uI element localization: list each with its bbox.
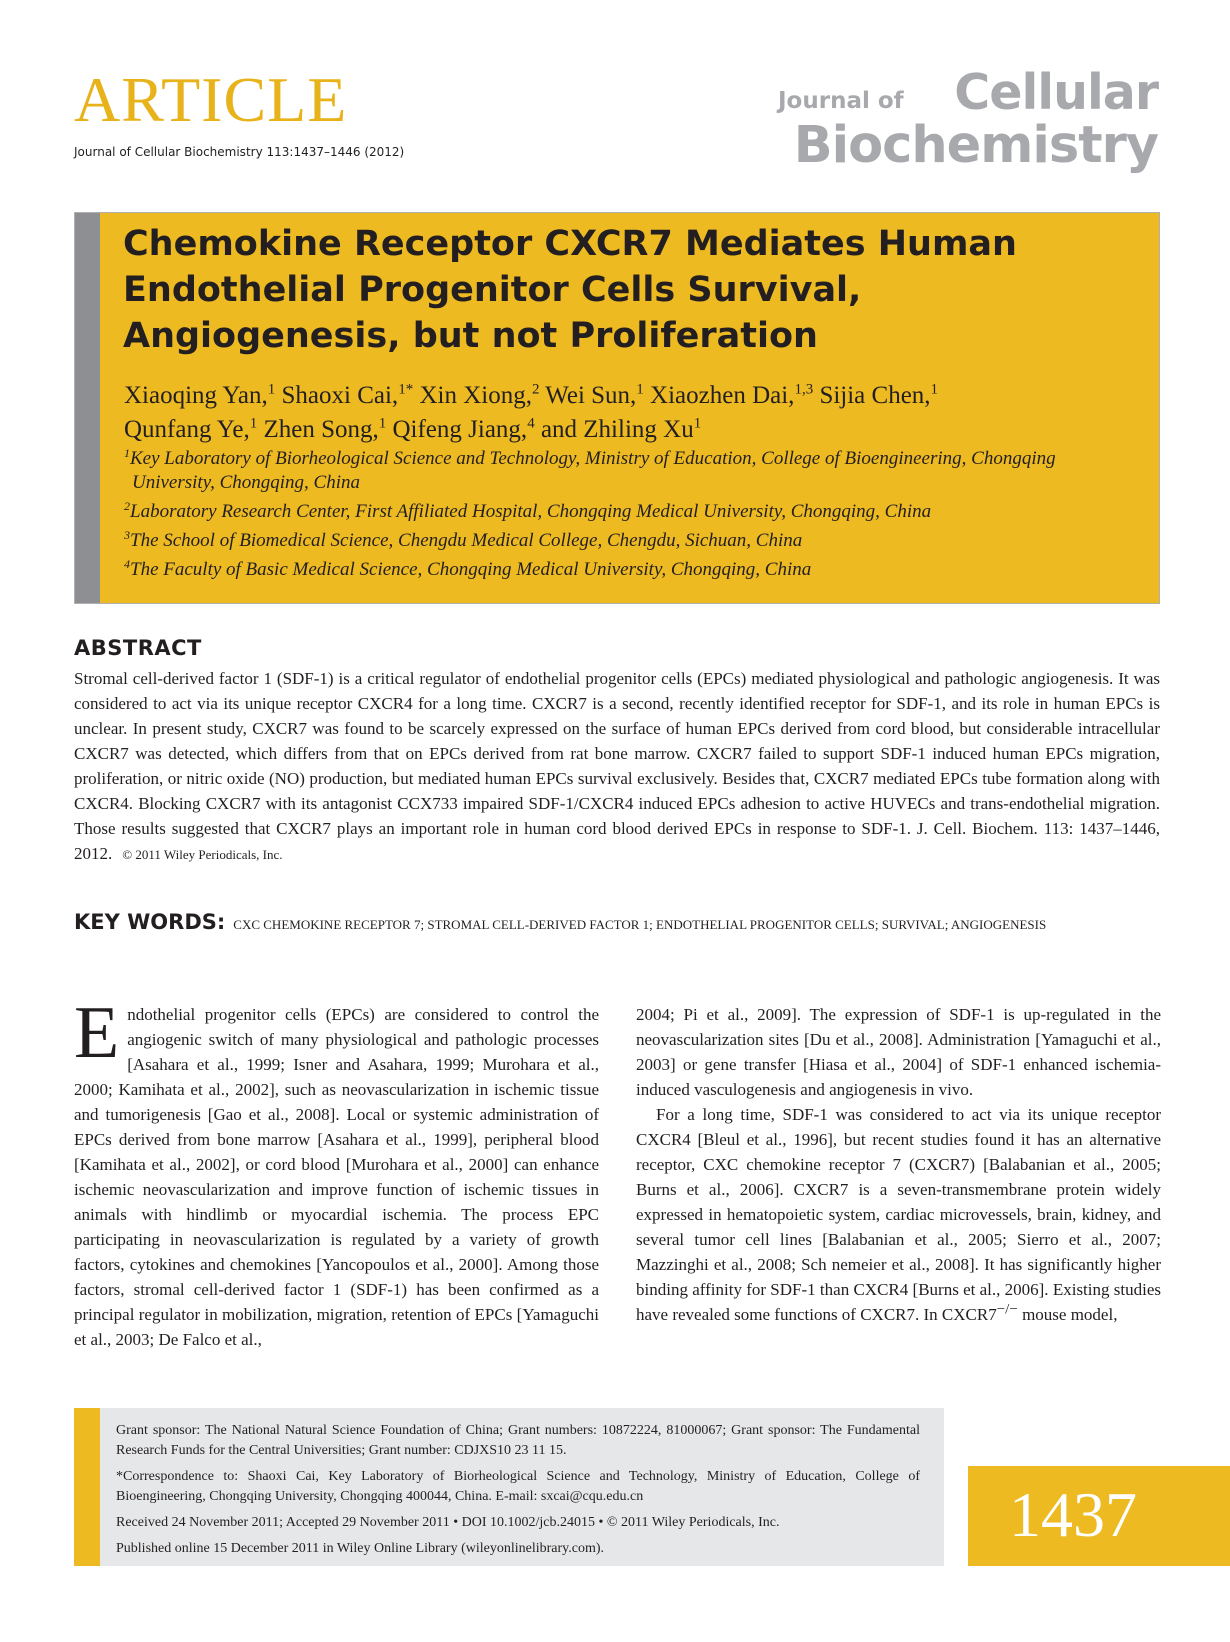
- author-name: Wei Sun,: [545, 382, 637, 409]
- keywords-label: KEY WORDS:: [74, 910, 226, 934]
- author: [263, 416, 386, 443]
- keywords-text: CXC CHEMOKINE RECEPTOR 7; STROMAL CELL-DERIVED FACTOR 1; ENDOTHELIAL PROGENITOR CELLS; SURVIVAL; ANGIOGENESIS: [233, 917, 1047, 932]
- affiliation: [124, 500, 1134, 524]
- author-affiliation-marker: 1: [636, 381, 644, 398]
- affiliation: [124, 529, 1134, 553]
- author-name: and Zhiling Xu: [540, 416, 694, 443]
- affiliation-marker: 4: [124, 556, 130, 571]
- affiliation-text: The Faculty of Basic Medical Science, Chongqing Medical University, Chongqing, China: [130, 559, 812, 580]
- body-paragraph-text: For a long time, SDF-1 was considered to act via its unique receptor CXCR4 [Bleul et al., 1996], but recent studies found it has an alternative receptor, CXC chemokine receptor 7 (CXCR7) [Balabanian et al., 2005; Burns et al., 2006]. CXCR7 is a seven-transmembrane protein widely expressed in hematopoietic system, cardiac microvessels, brain, kidney, and several tumor cell lines [Balabanian et al., 2005; Sierro et al., 2007; Mazzinghi et al., 2008; Sch nemeier et al., 2008]. It has significantly higher binding affinity for SDF-1 than CXCR4 [Burns et al., 2006]. Existing studies have revealed some functions of CXCR7. In CXCR7: [636, 1105, 1161, 1324]
- affiliation-text: Laboratory Research Center, First Affiliated Hospital, Chongqing Medical University, Chongqing, China: [130, 501, 932, 522]
- affiliation-text: The School of Biomedical Science, Chengdu Medical College, Chengdu, Sichuan, China: [130, 530, 803, 551]
- abstract-heading: ABSTRACT: [74, 636, 202, 660]
- author-name: Zhen Song,: [263, 416, 379, 443]
- superscript-knockout: −/−: [996, 1301, 1018, 1318]
- logo-journal-of: Journal of: [778, 88, 904, 114]
- body-paragraph-end: mouse model,: [1017, 1305, 1118, 1324]
- author-name: Sijia Chen,: [819, 382, 931, 409]
- affiliation-text: Key Laboratory of Biorheological Science and Technology, Ministry of Education, College of Bioengineering, Chongqing University, Chongqing, China: [130, 448, 1056, 493]
- body-paragraph: [636, 1102, 1161, 1327]
- author-name: Qifeng Jiang,: [392, 416, 528, 443]
- author: [650, 382, 813, 409]
- page-number-box: [968, 1466, 1230, 1566]
- footnote-accent-bar: [74, 1408, 100, 1566]
- author-affiliation-marker: 1: [693, 415, 702, 432]
- body-paragraph: 2004; Pi et al., 2009]. The expression of SDF-1 is up-regulated in the neovascularization sites [Du et al., 2008]. Administration [Yamaguchi et al., 2003] or gene transfer [Hiasa et al., 2004] of SDF-1 enhanced ischemia-induced vasculogenesis and angiogenesis in vivo.: [636, 1005, 1161, 1099]
- author-name: Shaoxi Cai,: [281, 382, 399, 409]
- keywords: [74, 910, 1174, 934]
- author-affiliation-marker: 1*: [398, 381, 414, 398]
- author-affiliation-marker: 2: [531, 381, 540, 398]
- author: [124, 416, 257, 443]
- abstract-text: Stromal cell-derived factor 1 (SDF-1) is a critical regulator of endothelial progenitor cells (EPCs) mediated physiological and pathologic angiogenesis. It was considered to act via its unique receptor CXCR4 for a long time. CXCR7 is a second, recently identified receptor for SDF-1, and its role in human EPCs is unclear. In present study, CXCR7 was found to be scarcely expressed on the surface of human EPCs derived from cord blood, but considerable intracellular CXCR7 was detected, which differs from that on EPCs derived from rat bone marrow. CXCR7 failed to support SDF-1 induced human EPCs migration, proliferation, or nitric oxide (NO) production, but mediated human EPCs survival exclusively. Besides that, CXCR7 mediated EPCs tube formation along with CXCR4. Blocking CXCR7 with its antagonist CCX733 impaired SDF-1/CXCR4 induced EPCs adhesion to active HUVECs and trans-endothelial migration. Those results suggested that CXCR7 plays an important role in human cord blood derived EPCs in response to SDF-1. J. Cell. Biochem. 113: 1437–1446, 2012.: [74, 669, 1160, 863]
- author: [282, 382, 414, 409]
- received-footnote: Received 24 November 2011; Accepted 29 November 2011 • DOI 10.1002/jcb.24015 • © 2011 Wiley Periodicals, Inc.: [116, 1515, 780, 1530]
- body-paragraph: ndothelial progenitor cells (EPCs) are considered to control the angiogenic switch of many physiological and pathologic processes [Asahara et al., 1999; Isner and Asahara, 1999; Murohara et al., 2000; Kamihata et al., 2002], such as neovascularization in ischemic tissue and tumorigenesis [Gao et al., 2008]. Local or systemic administration of EPCs derived from bone marrow [Asahara et al., 1999], peripheral blood [Kamihata et al., 2002], or cord blood [Murohara et al., 2000] can enhance ischemic neovascularization and improve function of ischemic tissues in animals with hindlimb or myocardial ischemia. The process EPC participating in neovascularization is regulated by a variety of growth factors, cytokines and chemokines [Yancopoulos et al., 2000]. Among those factors, stromal cell-derived factor 1 (SDF-1) has been confirmed as a principal regulator in mobilization, migration, retention of EPCs [Yamaguchi et al., 2003; De Falco et al.,: [74, 1005, 599, 1349]
- author-name: Xiaozhen Dai,: [650, 382, 795, 409]
- title-box-accent-bar: [75, 213, 100, 603]
- published-footnote: Published online 15 December 2011 in Wiley Online Library (wileyonlinelibrary.com).: [116, 1541, 605, 1556]
- affiliation: [124, 447, 1134, 495]
- journal-logo: [778, 64, 1158, 175]
- affiliation-marker: 2: [124, 498, 130, 513]
- article-title: Chemokine Receptor CXCR7 Mediates Human Endothelial Progenitor Cells Survival, Angiogenesis, but not Proliferation: [123, 224, 1017, 356]
- author-name: Xiaoqing Yan,: [124, 382, 268, 409]
- title-box: [74, 212, 1160, 604]
- affiliation: [124, 558, 1134, 582]
- author: [545, 382, 644, 409]
- author-affiliation-marker: 1: [930, 381, 939, 398]
- body-column-right: [636, 1002, 1161, 1327]
- author-affiliation-marker: 4: [527, 415, 535, 432]
- abstract-copyright: © 2011 Wiley Periodicals, Inc.: [122, 847, 283, 862]
- grant-footnote: Grant sponsor: The National Natural Science Foundation of China; Grant numbers: 10872224, 81000067; Grant sponsor: The Fundamental Research Funds for the Central Universities; Grant number: CDJXS10 23 11 15.: [116, 1423, 920, 1458]
- affiliation-list: [124, 447, 1134, 587]
- author-name: Qunfang Ye,: [124, 416, 250, 443]
- logo-cellular: Cellular: [954, 64, 1158, 121]
- affiliation-marker: 3: [124, 527, 130, 542]
- page-number: 1437: [1009, 1479, 1137, 1550]
- author: [819, 382, 938, 409]
- author-affiliation-marker: 1: [378, 415, 387, 432]
- journal-citation: Journal of Cellular Biochemistry 113:1437–1446 (2012): [74, 145, 405, 159]
- article-section-label: ARTICLE: [74, 64, 348, 135]
- author-name: Xin Xiong,: [419, 382, 532, 409]
- author-affiliation-marker: 1: [267, 381, 276, 398]
- author-list: [124, 379, 1134, 447]
- drop-cap: E: [74, 992, 120, 1074]
- author: [124, 382, 275, 409]
- author-affiliation-marker: 1,3: [794, 381, 814, 398]
- correspondence-footnote: *Correspondence to: Shaoxi Cai, Key Laboratory of Biorheological Science and Technology, Ministry of Education, College of Bioengineering, Chongqing University, Chongqing 400044, China. E-mail: sxcai@cqu.edu.cn: [116, 1469, 920, 1504]
- abstract-body: [74, 666, 1160, 867]
- author-affiliation-marker: 1: [249, 415, 258, 432]
- affiliation-marker: 1: [124, 445, 130, 460]
- author: [541, 416, 701, 443]
- author: [419, 382, 539, 409]
- footnote-text: [116, 1421, 920, 1565]
- body-column-left: [74, 992, 599, 1352]
- author: [392, 416, 534, 443]
- logo-biochemistry: Biochemistry: [793, 116, 1158, 175]
